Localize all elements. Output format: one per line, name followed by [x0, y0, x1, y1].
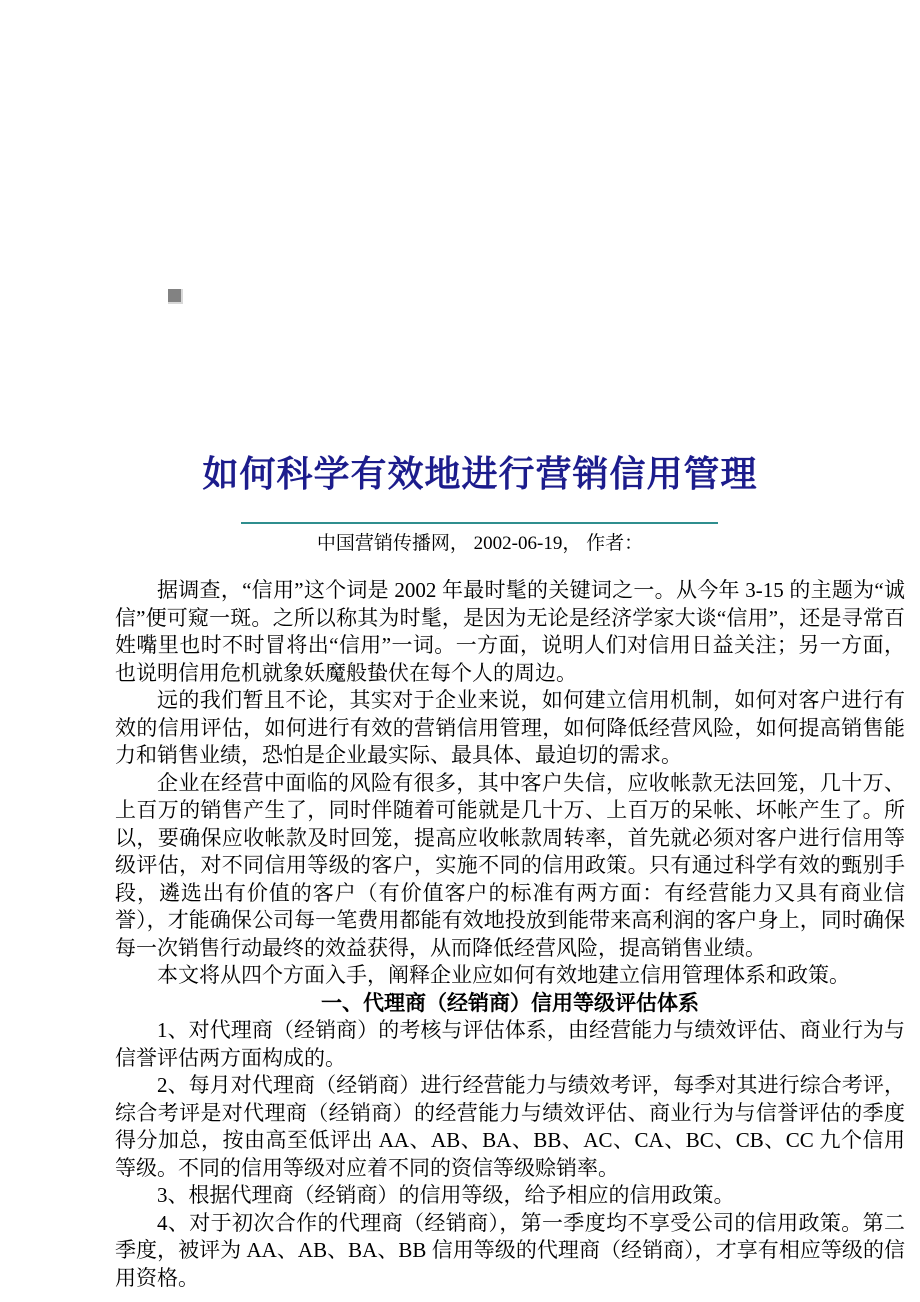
list-item: 4、对于初次合作的代理商（经销商），第一季度均不享受公司的信用政策。第二季度，被评为 AA、AB、BA、BB 信用等级的代理商（经销商），才享有相应等级的信用资格。	[115, 1210, 905, 1290]
paragraph: 本文将从四个方面入手，阐释企业应如何有效地建立信用管理体系和政策。	[157, 963, 850, 987]
list-item: 3、根据代理商（经销商）的信用等级，给予相应的信用政策。	[157, 1183, 735, 1207]
list-item: 2、每月对代理商（经销商）进行经营能力与绩效考评，每季对其进行综合考评，综合考评是对代理商（经销商）的经营能力与绩效评估、商业行为与信誉评估的季度得分加总，按由高至低评出 AA、AB、BA、BB、AC、CA、BC、CB、CC 九个信用等级。不同的信用等级对应着不同的资信等级赊销率。	[115, 1073, 905, 1180]
section-heading: 一、代理商（经销商）信用等级评估体系	[321, 990, 699, 1015]
paragraph: 企业在经营中面临的风险有很多，其中客户失信，应收帐款无法回笼，几十万、上百万的销售产生了，同时伴随着可能就是几十万、上百万的呆帐、坏帐产生了。所以，要确保应收帐款及时回笼，提高应收帐款周转率，首先就必须对客户进行信用等级评估，对不同信用等级的客户，实施不同的信用政策。只有通过科学有效的甄别手段，遴选出有价值的客户（有价值客户的标准有两方面：有经营能力又具有商业信誉），才能确保公司每一笔费用都能有效地投放到能带来高利润的客户身上，同时确保每一次销售行动最终的效益获得，从而降低经营风险，提高销售业绩。	[115, 770, 905, 960]
paragraph: 远的我们暂且不论，其实对于企业来说，如何建立信用机制，如何对客户进行有效的信用评估，如何进行有效的营销信用管理，如何降低经营风险，如何提高销售能力和销售业绩，恐怕是企业最实际、最具体、最迫切的需求。	[115, 688, 905, 767]
list-item: 1、对代理商（经销商）的考核与评估体系，由经营能力与绩效评估、商业行为与信誉评估两方面构成的。	[115, 1018, 905, 1070]
document-title: 如何科学有效地进行营销信用管理	[202, 454, 758, 494]
article-body	[115, 577, 905, 1292]
paragraph: 据调查，“信用”这个词是 2002 年最时髦的关键词之一。从今年 3-15 的主题为“诚信”便可窥一斑。之所以称其为时髦，是因为无论是经济学家大谈“信用”，还是寻常百姓嘴里也时不时冒将出“信用”一词。一方面，说明人们对信用日益关注；另一方面，也说明信用危机就象妖魔般蛰伏在每个人的周边。	[115, 578, 905, 685]
image-placeholder	[168, 289, 183, 304]
byline: 中国营销传播网， 2002-06-19， 作者：	[316, 533, 644, 554]
title-underline	[241, 522, 718, 524]
